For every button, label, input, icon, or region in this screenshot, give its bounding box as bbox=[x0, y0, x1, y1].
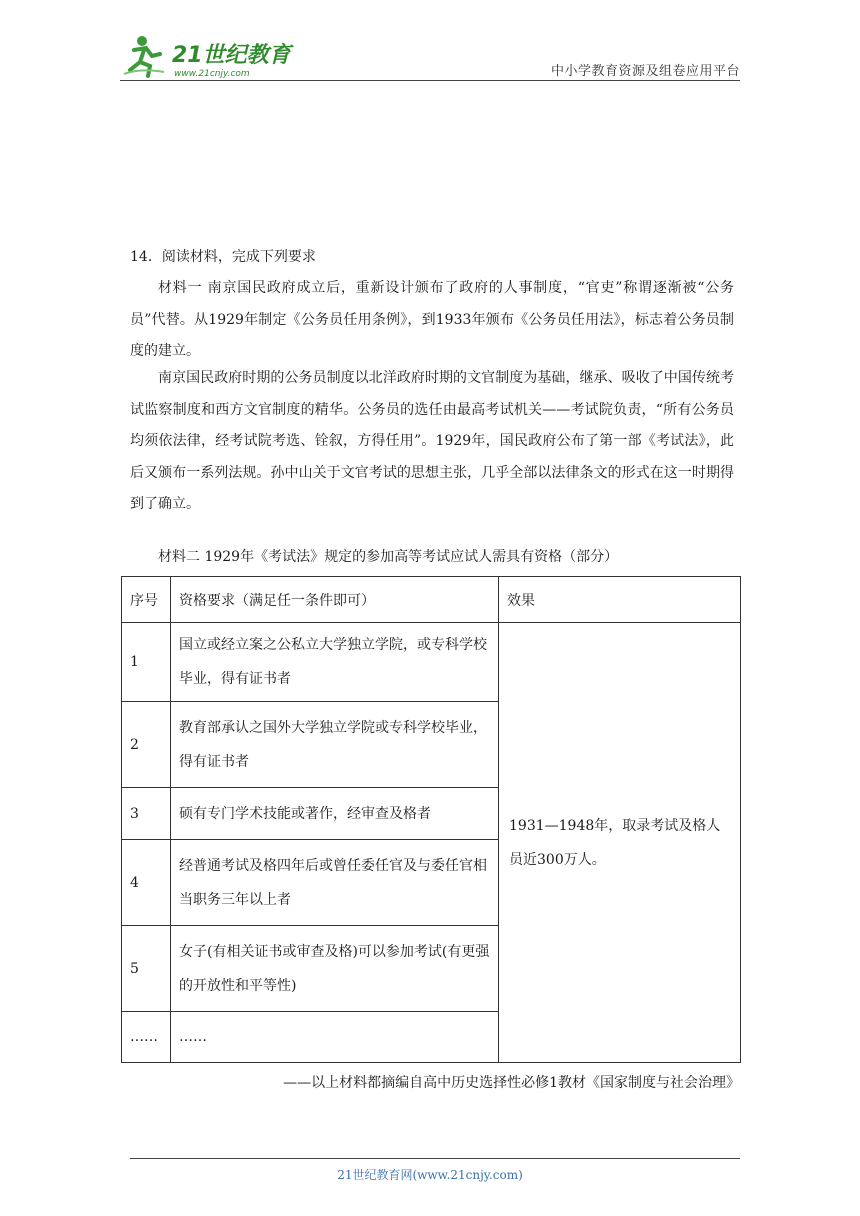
footer-divider bbox=[130, 1158, 740, 1159]
row-requirement: 国立或经立案之公私立大学独立学院，或专科学校毕业，得有证书者 bbox=[171, 623, 499, 702]
row-number: 5 bbox=[122, 926, 171, 1012]
column-header: 序号 bbox=[122, 577, 171, 623]
row-requirement: 教育部承认之国外大学独立学院或专科学校毕业，得有证书者 bbox=[171, 702, 499, 788]
row-number: 4 bbox=[122, 840, 171, 926]
row-requirement: 硕有专门学术技能或著作，经审查及格者 bbox=[171, 788, 499, 840]
logo-url: www.21cnjy.com bbox=[174, 69, 250, 79]
footer-link[interactable]: 21世纪教育网(www.21cnjy.com) bbox=[337, 1168, 523, 1182]
logo-wordmark: 21世纪教育 bbox=[172, 43, 291, 68]
source-note: ——以上材料都摘编自高中历史选择性必修1教材《国家制度与社会治理》 bbox=[283, 1075, 740, 1091]
row-number: 1 bbox=[122, 623, 171, 702]
material1-paragraph2: 南京国民政府时期的公务员制度以北洋政府时期的文官制度为基础，继承、吸收了中国传统考试监察制度和西方文官制度的精华。公务员的选任由最高考试机关——考试院负责，“所有公务员均须依法律，经考试院考选、铨叙，方得任用”。1929年，国民政府公布了第一部《考试法》，此后又颁布一系列法规。孙中山关于文官考试的思想主张，几乎全部以法律条文的形式在这一时期得到了确立。 bbox=[130, 370, 734, 512]
header-platform-text: 中小学教育资源及组卷应用平台 bbox=[550, 64, 740, 79]
header-divider bbox=[120, 80, 740, 81]
material2-caption: 材料二 1929年《考试法》规定的参加高等考试应试人需具有资格（部分） bbox=[158, 549, 619, 565]
row-requirement: …… bbox=[171, 1012, 499, 1063]
runner-logo-icon bbox=[120, 32, 295, 80]
page-header bbox=[120, 28, 740, 84]
column-header: 资格要求（满足任一条件即可） bbox=[171, 577, 499, 623]
table-header-row bbox=[122, 577, 741, 623]
qualification-table bbox=[121, 576, 741, 1063]
row-number: 2 bbox=[122, 702, 171, 788]
question-title: 14．阅读材料，完成下列要求 bbox=[130, 249, 316, 265]
material1-paragraph1: 材料一 南京国民政府成立后，重新设计颁布了政府的人事制度，“官吏”称谓逐渐被“公务员”代替。从1929年制定《公务员任用条例》，到1933年颁布《公务员任用法》，标志着公务员制度的建立。 bbox=[130, 280, 734, 359]
effect-cell: 1931—1948年，取录考试及格人员近300万人。 bbox=[499, 623, 741, 1063]
site-logo[interactable] bbox=[120, 32, 295, 80]
row-requirement: 经普通考试及格四年后或曾任委任官及与委任官相当职务三年以上者 bbox=[171, 840, 499, 926]
row-requirement: 女子(有相关证书或审查及格)可以参加考试(有更强的开放性和平等性) bbox=[171, 926, 499, 1012]
table-row bbox=[122, 623, 741, 702]
column-header: 效果 bbox=[499, 577, 741, 623]
row-number: 3 bbox=[122, 788, 171, 840]
row-number: …… bbox=[122, 1012, 171, 1063]
